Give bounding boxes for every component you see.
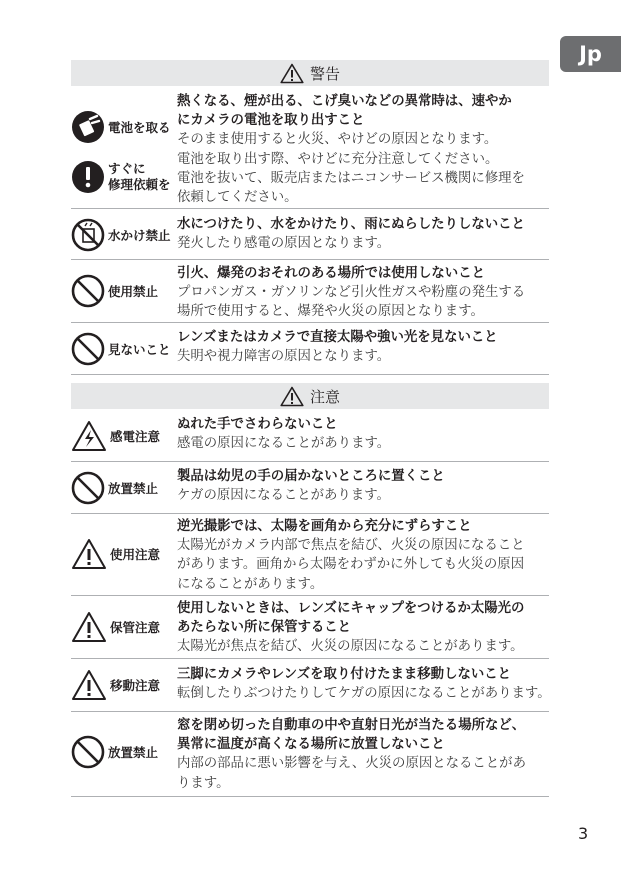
row-text bbox=[177, 599, 551, 657]
row-body-line: 電池を抜いて、販売店またはニコンサービス機関に修理を bbox=[177, 170, 525, 186]
row-title-line: 三脚にカメラやレンズを取り付けたまま移動しないこと bbox=[177, 667, 512, 682]
warning-header bbox=[71, 60, 549, 86]
icon-label: 移動注意 bbox=[110, 678, 161, 693]
icon-label-group bbox=[71, 471, 158, 505]
warning-row-water bbox=[71, 209, 549, 260]
row-body-line: 電池を取り出す際、やけどに充分注意してください。 bbox=[177, 151, 499, 167]
row-title-line: あたらない所に保管すること bbox=[177, 620, 352, 636]
row-body-line: 内部の部品に悪い影響を与え、火災の原因となることがあ bbox=[177, 756, 526, 772]
row-title-line: 引火、爆発のおそれのある場所では使用しないこと bbox=[177, 266, 485, 281]
warning-triangle-icon bbox=[280, 386, 304, 407]
row-body-line: 場所で使用すると、爆発や火災の原因となります。 bbox=[177, 304, 484, 320]
icon-label: 保管注意 bbox=[110, 620, 161, 635]
row-text bbox=[177, 328, 551, 366]
warning-row-battery bbox=[71, 86, 549, 209]
icon-label-group bbox=[71, 611, 160, 643]
icon-label-group bbox=[71, 538, 160, 570]
warning-row-flammable bbox=[71, 260, 549, 323]
prohibited-icon bbox=[71, 735, 105, 769]
icon-label: 放置禁止 bbox=[108, 481, 159, 496]
row-title-line: 製品は幼児の手の届かないところに置くこと bbox=[177, 469, 445, 484]
prohibited-icon bbox=[71, 332, 105, 366]
row-text bbox=[177, 467, 551, 505]
warning-row-sun bbox=[71, 323, 549, 375]
caution-row-children bbox=[71, 462, 549, 514]
icon-label-group bbox=[71, 110, 171, 144]
caution-section bbox=[71, 383, 549, 797]
warning-triangle-icon bbox=[280, 63, 304, 84]
caution-row-storage bbox=[71, 596, 549, 659]
row-body-line: プロパンガス・ガソリンなど引火性ガスや粉塵の発生する bbox=[177, 285, 526, 301]
icon-label-line: すぐに bbox=[108, 161, 146, 176]
row-text bbox=[177, 264, 551, 322]
row-body-line: 太陽光がカメラ内部で焦点を結び、火災の原因になること bbox=[177, 538, 525, 554]
row-text bbox=[177, 92, 551, 207]
icon-label: 感電注意 bbox=[110, 429, 161, 444]
row-title-line: レンズまたはカメラで直接太陽や強い光を見ないこと bbox=[177, 330, 498, 345]
row-title-line: 異常に温度が高くなる場所に放置しないこと bbox=[177, 737, 445, 753]
exclamation-circle-icon bbox=[71, 160, 105, 194]
icon-label-line: 修理依頼を bbox=[108, 177, 171, 192]
row-body-line: 失明や視力障害の原因となります。 bbox=[177, 349, 391, 365]
warning-triangle-icon bbox=[71, 611, 107, 643]
icon-label-group bbox=[71, 420, 160, 452]
warning-section bbox=[71, 60, 549, 375]
icon-label: 使用注意 bbox=[110, 547, 161, 562]
icon-label: 見ないこと bbox=[108, 342, 171, 357]
row-body-line: 依頼してください。 bbox=[177, 190, 298, 206]
row-body-line: があります。画角から太陽をわずかに外しても火災の原因 bbox=[177, 557, 525, 573]
icon-label-group bbox=[71, 218, 171, 252]
icon-label: 電池を取る bbox=[108, 120, 171, 135]
row-body-line: 太陽光が焦点を結び、火災の原因になることがあります。 bbox=[177, 639, 524, 655]
row-text bbox=[177, 517, 551, 594]
caution-row-electric bbox=[71, 409, 549, 462]
icon-label-group bbox=[71, 274, 158, 308]
language-tab: Jp bbox=[560, 36, 621, 72]
row-title-line: ぬれた手でさわらないこと bbox=[177, 417, 338, 432]
prohibited-icon bbox=[71, 471, 105, 505]
row-title-line: 逆光撮影では、太陽を画角から充分にずらすこと bbox=[177, 519, 472, 534]
caution-header-title: 注意 bbox=[309, 387, 340, 406]
row-text bbox=[177, 215, 551, 253]
icon-label-group bbox=[71, 669, 160, 701]
page-number: 3 bbox=[578, 824, 589, 843]
caution-row-tripod bbox=[71, 659, 549, 712]
row-body-line: 感電の原因になることがあります。 bbox=[177, 436, 391, 452]
row-text bbox=[177, 415, 551, 453]
row-text bbox=[177, 716, 551, 793]
row-title-line: 窓を閉め切った自動車の中や直射日光が当たる場所など、 bbox=[177, 718, 526, 733]
icon-label-group bbox=[71, 332, 171, 366]
no-water-icon bbox=[71, 218, 105, 252]
row-text bbox=[177, 665, 551, 703]
caution-row-car bbox=[71, 712, 549, 797]
warning-triangle-icon bbox=[71, 669, 107, 701]
row-title-line: 使用しないときは、レンズにキャップをつけるか太陽光の bbox=[177, 601, 525, 616]
icon-label: 放置禁止 bbox=[108, 745, 159, 760]
row-title-line: 水につけたり、水をかけたり、雨にぬらしたりしないこと bbox=[177, 217, 525, 232]
icon-label: 水かけ禁止 bbox=[108, 228, 171, 243]
row-body-line: 発火したり感電の原因となります。 bbox=[177, 236, 391, 252]
row-body-line: ります。 bbox=[177, 775, 230, 791]
caution-header bbox=[71, 383, 549, 409]
row-body-line: になることがあります。 bbox=[177, 576, 324, 592]
row-title-line: にカメラの電池を取り出すこと bbox=[177, 113, 365, 129]
row-body-line: ケガの原因になることがあります。 bbox=[177, 488, 390, 504]
caution-row-backlight bbox=[71, 514, 549, 596]
row-body-line: 転倒したりぶつけたりしてケガの原因になることがあります。 bbox=[177, 686, 551, 702]
row-body-line: そのまま使用すると火災、やけどの原因となります。 bbox=[177, 132, 498, 148]
warning-header-title: 警告 bbox=[309, 64, 340, 83]
icon-label: 使用禁止 bbox=[108, 284, 159, 299]
icon-label-group bbox=[71, 160, 171, 194]
battery-remove-icon bbox=[71, 110, 105, 144]
icon-label bbox=[108, 161, 171, 193]
icon-label-group bbox=[71, 735, 158, 769]
prohibited-icon bbox=[71, 274, 105, 308]
row-title-line: 熱くなる、煙が出る、こげ臭いなどの異常時は、速やか bbox=[177, 94, 512, 109]
electric-shock-warning-icon bbox=[71, 420, 107, 452]
warning-triangle-icon bbox=[71, 538, 107, 570]
